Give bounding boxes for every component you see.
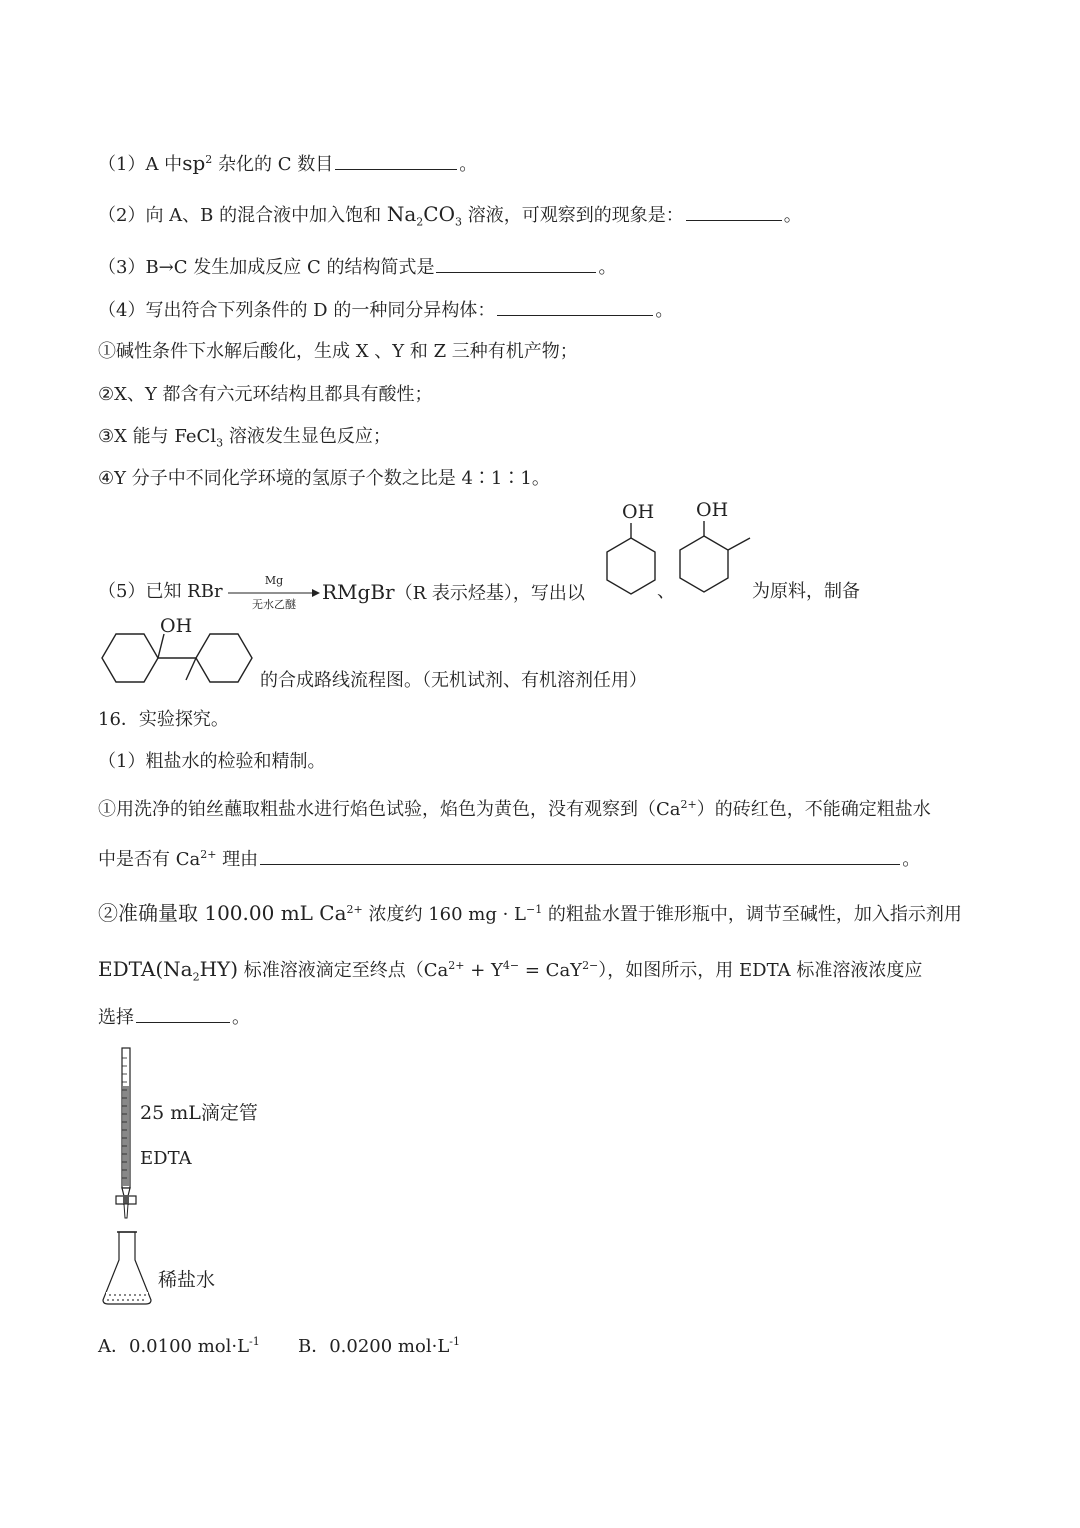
answer-blank[interactable]: [335, 151, 457, 170]
answer-blank[interactable]: [260, 846, 900, 865]
option-a[interactable]: A．0.0100 $mol\cdot L^{-1}$: [98, 1335, 260, 1357]
question-3: （3）B→C 发生加成反应 C 的结构简式是 。: [98, 254, 616, 280]
condition-2: ②X、Y 都含有六元环结构且都具有酸性；: [98, 384, 433, 405]
answer-blank[interactable]: [497, 297, 653, 316]
separator: 、: [657, 581, 675, 602]
question-5-post: 为原料，制备: [752, 581, 860, 602]
question-5-note: RMgBr（R 表示烃基），写出以: [322, 580, 585, 604]
svg-text:OH: OH: [160, 615, 193, 637]
answer-blank[interactable]: [686, 202, 782, 221]
svg-text:OH: OH: [696, 499, 729, 521]
edta-label: EDTA: [140, 1148, 192, 1169]
methylcyclohexanol-structure: [672, 496, 756, 600]
question-4: （4）写出符合下列条件的 D 的一种同分异构体： 。: [98, 297, 673, 323]
reaction-arrow: Mg 无水乙醚: [228, 574, 320, 610]
condition-3: ③X 能与 FeCl$_3$ 溶液发生显色反应；: [98, 426, 391, 450]
cyclohexanol-structure: [600, 498, 662, 600]
answer-blank[interactable]: [136, 1004, 230, 1023]
condition-1: ①碱性条件下水解后酸化，生成 X 、Y 和 Z 三种有机产物；: [98, 341, 578, 362]
svg-text:OH: OH: [622, 501, 655, 523]
question-16-title: 16．实验探究。: [98, 709, 229, 730]
burette-label: 25 mL滴定管: [140, 1102, 258, 1124]
option-b[interactable]: B．0.0200 $mol\cdot L^{-1}$: [298, 1335, 460, 1357]
part-2-line-2: $EDTA(Na_2HY)$ 标准溶液滴定至终点$(Ca^{2+} + Y^{4-} = CaY^{2-})$，如图所示，用 EDTA 标准溶液浓度应: [98, 957, 923, 984]
part-2-line-1: ②准确量取 100.00 mL $Ca^{2+}$ 浓度约 160 mg · $L^{-1}$ 的粗盐水置于锥形瓶中，调节至碱性，加入指示剂用: [98, 901, 962, 925]
question-16-sub1: （1）粗盐水的检验和精制。: [98, 751, 326, 772]
part-1-line-1: ①用洗净的铂丝蘸取粗盐水进行焰色试验，焰色为黄色，没有观察到$(Ca^{2+})$的砖红色，不能确定粗盐水: [98, 798, 931, 820]
answer-blank[interactable]: [436, 254, 596, 273]
part-2-line-3: 选择 。: [98, 1004, 250, 1030]
question-5-tail: 的合成路线流程图。（无机试剂、有机溶剂任用）: [260, 670, 647, 691]
condition-4: ④Y 分子中不同化学环境的氢原子个数之比是 4∶1∶1。: [98, 468, 550, 489]
question-2: （2）向 A、B 的混合液中加入饱和 $Na_2CO_3$ 溶液，可观察到的现象是： 。: [98, 202, 802, 229]
part-1-line-2: 中是否有 $Ca^{2+}$ 理由 。: [98, 848, 921, 870]
question-1: （1）A 中$sp^2$ 杂化的 C 数目 。: [98, 151, 478, 175]
question-5-text: （5）已知 RBr: [98, 581, 223, 602]
target-structure: [98, 612, 260, 688]
flask-label: 稀盐水: [158, 1269, 216, 1291]
